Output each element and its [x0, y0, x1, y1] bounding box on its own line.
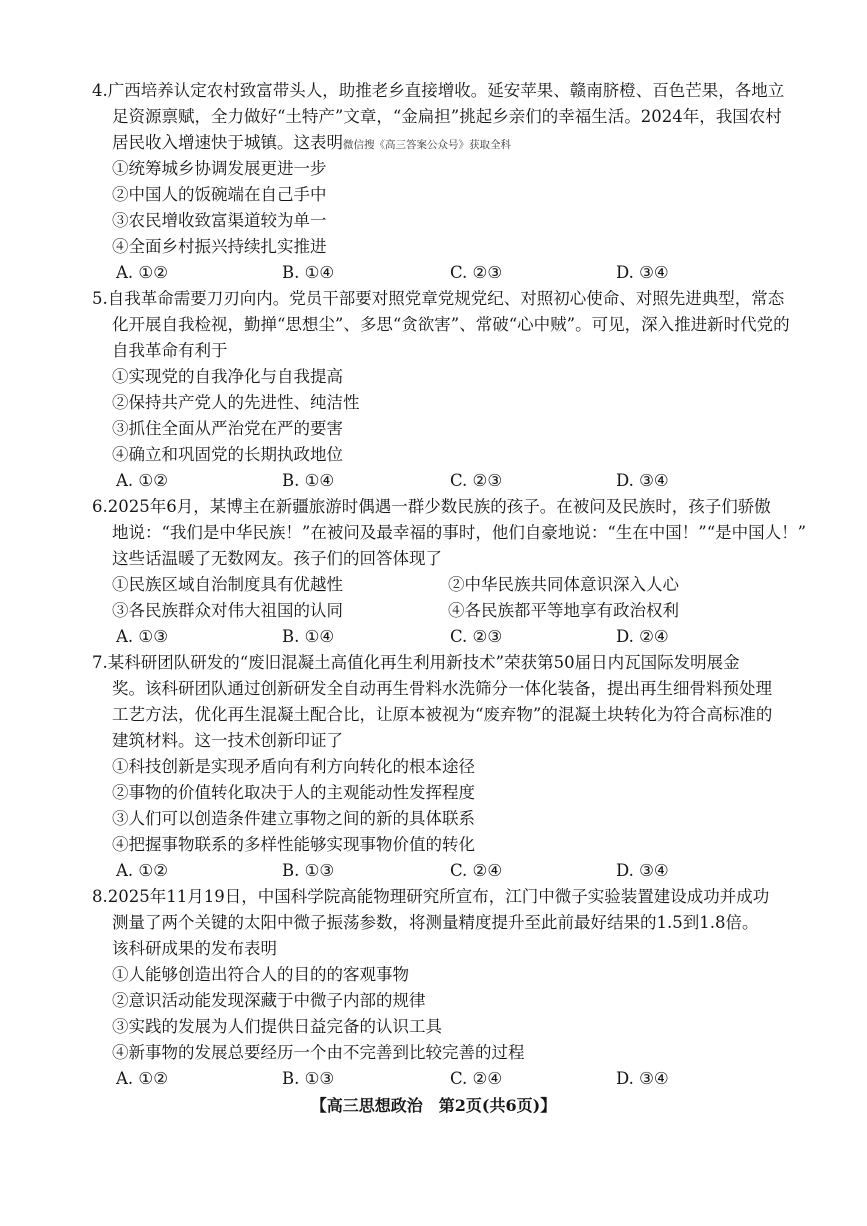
question-5-option-c: C. ②③: [450, 471, 503, 490]
question-7-item-3: ③人们可以创造条件建立事物之间的新的具体联系: [112, 809, 475, 828]
question-4-line-1: 4.广西培养认定农村致富带头人，助推老乡直接增收。延安苹果、赣南脐橙、百色芒果，各地立: [92, 81, 785, 100]
question-7-item-1: ①科技创新是实现矛盾向有利方向转化的根本途径: [112, 757, 475, 776]
question-6-option-d: D. ②④: [616, 627, 669, 646]
question-8-item-4: ④新事物的发展总要经历一个由不完善到比较完善的过程: [112, 1043, 525, 1062]
question-4-item-1: ①统筹城乡协调发展更进一步: [112, 159, 327, 178]
question-8-option-d: D. ③④: [616, 1069, 669, 1088]
question-6-line-3: 这些话温暖了无数网友。孩子们的回答体现了: [112, 549, 442, 568]
question-6-item-3: ③各民族群众对伟大祖国的认同: [112, 601, 343, 620]
question-6-option-a: A. ①③: [116, 627, 168, 646]
question-5-item-4: ④确立和巩固党的长期执政地位: [112, 445, 343, 464]
question-5-item-1: ①实现党的自我净化与自我提高: [112, 367, 343, 386]
question-5-line-1: 5.自我革命需要刀刃向内。党员干部要对照党章党规党纪、对照初心使命、对照先进典型，常态: [92, 289, 785, 308]
question-5-option-d: D. ③④: [616, 471, 669, 490]
question-6-line-1: 6.2025年6月，某博主在新疆旅游时偶遇一群少数民族的孩子。在被问及民族时，孩子们骄傲: [92, 497, 771, 516]
question-8-line-2: 测量了两个关键的太阳中微子振荡参数，将测量精度提升至此前最好结果的1.5到1.8倍。: [112, 913, 759, 932]
question-7-line-4: 建筑材料。这一技术创新印证了: [112, 731, 343, 750]
question-4-option-b: B. ①④: [282, 263, 335, 282]
question-6-option-b: B. ①④: [282, 627, 335, 646]
question-7-option-c: C. ②④: [450, 861, 503, 880]
question-8-option-a: A. ①②: [116, 1069, 168, 1088]
page-footer: 【高三思想政治 第2页(共6页)】: [310, 1096, 557, 1115]
question-4-line-2: 足资源禀赋，全力做好“土特产”文章，“金扁担”挑起乡亲们的幸福生活。2024年，我国农村: [112, 107, 782, 126]
question-7-option-d: D. ③④: [616, 861, 669, 880]
question-4-option-c: C. ②③: [450, 263, 503, 282]
question-4-item-4: ④全面乡村振兴持续扎实推进: [112, 237, 327, 256]
question-8-item-2: ②意识活动能发现深藏于中微子内部的规律: [112, 991, 426, 1010]
question-7-option-b: B. ①③: [282, 861, 335, 880]
question-7-line-2: 奖。该科研团队通过创新研发全自动再生骨料水洗筛分一体化装备，提出再生细骨料预处理: [112, 679, 772, 698]
question-6-line-2: 地说：“我们是中华民族！”在被问及最幸福的事时，他们自豪地说：“生在中国！”“是中国人！”: [112, 523, 807, 542]
question-4-stem-end: 居民收入增速快于城镇。这表明: [112, 133, 343, 152]
question-7-item-4: ④把握事物联系的多样性能够实现事物价值的转化: [112, 835, 475, 854]
question-4-option-a: A. ①②: [116, 263, 168, 282]
question-4-item-3: ③农民增收致富渠道较为单一: [112, 211, 327, 230]
question-6-item-1: ①民族区域自治制度具有优越性: [112, 575, 343, 594]
question-8-line-1: 8.2025年11月19日，中国科学院高能物理研究所宣布，江门中微子实验装置建设成功并成功: [92, 887, 770, 906]
question-7-item-2: ②事物的价值转化取决于人的主观能动性发挥程度: [112, 783, 475, 802]
question-8-option-b: B. ①③: [282, 1069, 335, 1088]
watermark-text: 微信搜《高三答案公众号》获取全科: [343, 139, 511, 151]
question-8-option-c: C. ②④: [450, 1069, 503, 1088]
question-5-option-b: B. ①④: [282, 471, 335, 490]
question-5-item-3: ③抓住全面从严治党在严的要害: [112, 419, 343, 438]
question-8-line-3: 该科研成果的发布表明: [112, 939, 277, 958]
question-6-item-4: ④各民族都平等地享有政治权利: [448, 601, 679, 620]
question-7-line-1: 7.某科研团队研发的“废旧混凝土高值化再生利用新技术”荣获第50届日内瓦国际发明展金: [92, 653, 740, 672]
question-5-line-3: 自我革命有利于: [112, 341, 228, 360]
question-6-option-c: C. ②③: [450, 627, 503, 646]
question-4-line-3: [112, 130, 511, 158]
question-5-item-2: ②保持共产党人的先进性、纯洁性: [112, 393, 360, 412]
question-5-line-2: 化开展自我检视，勤掸“思想尘”、多思“贪欲害”、常破“心中贼”。可见，深入推进新时代党的: [112, 315, 790, 334]
question-6-item-2: ②中华民族共同体意识深入人心: [448, 575, 679, 594]
question-4-option-d: D. ③④: [616, 263, 669, 282]
question-8-item-3: ③实践的发展为人们提供日益完备的认识工具: [112, 1017, 442, 1036]
question-8-item-1: ①人能够创造出符合人的目的的客观事物: [112, 965, 409, 984]
question-7-line-3: 工艺方法，优化再生混凝土配合比，让原本被视为“废弃物”的混凝土块转化为符合高标准的: [112, 705, 773, 724]
question-5-option-a: A. ①②: [116, 471, 168, 490]
question-4-item-2: ②中国人的饭碗端在自己手中: [112, 185, 327, 204]
question-7-option-a: A. ①②: [116, 861, 168, 880]
